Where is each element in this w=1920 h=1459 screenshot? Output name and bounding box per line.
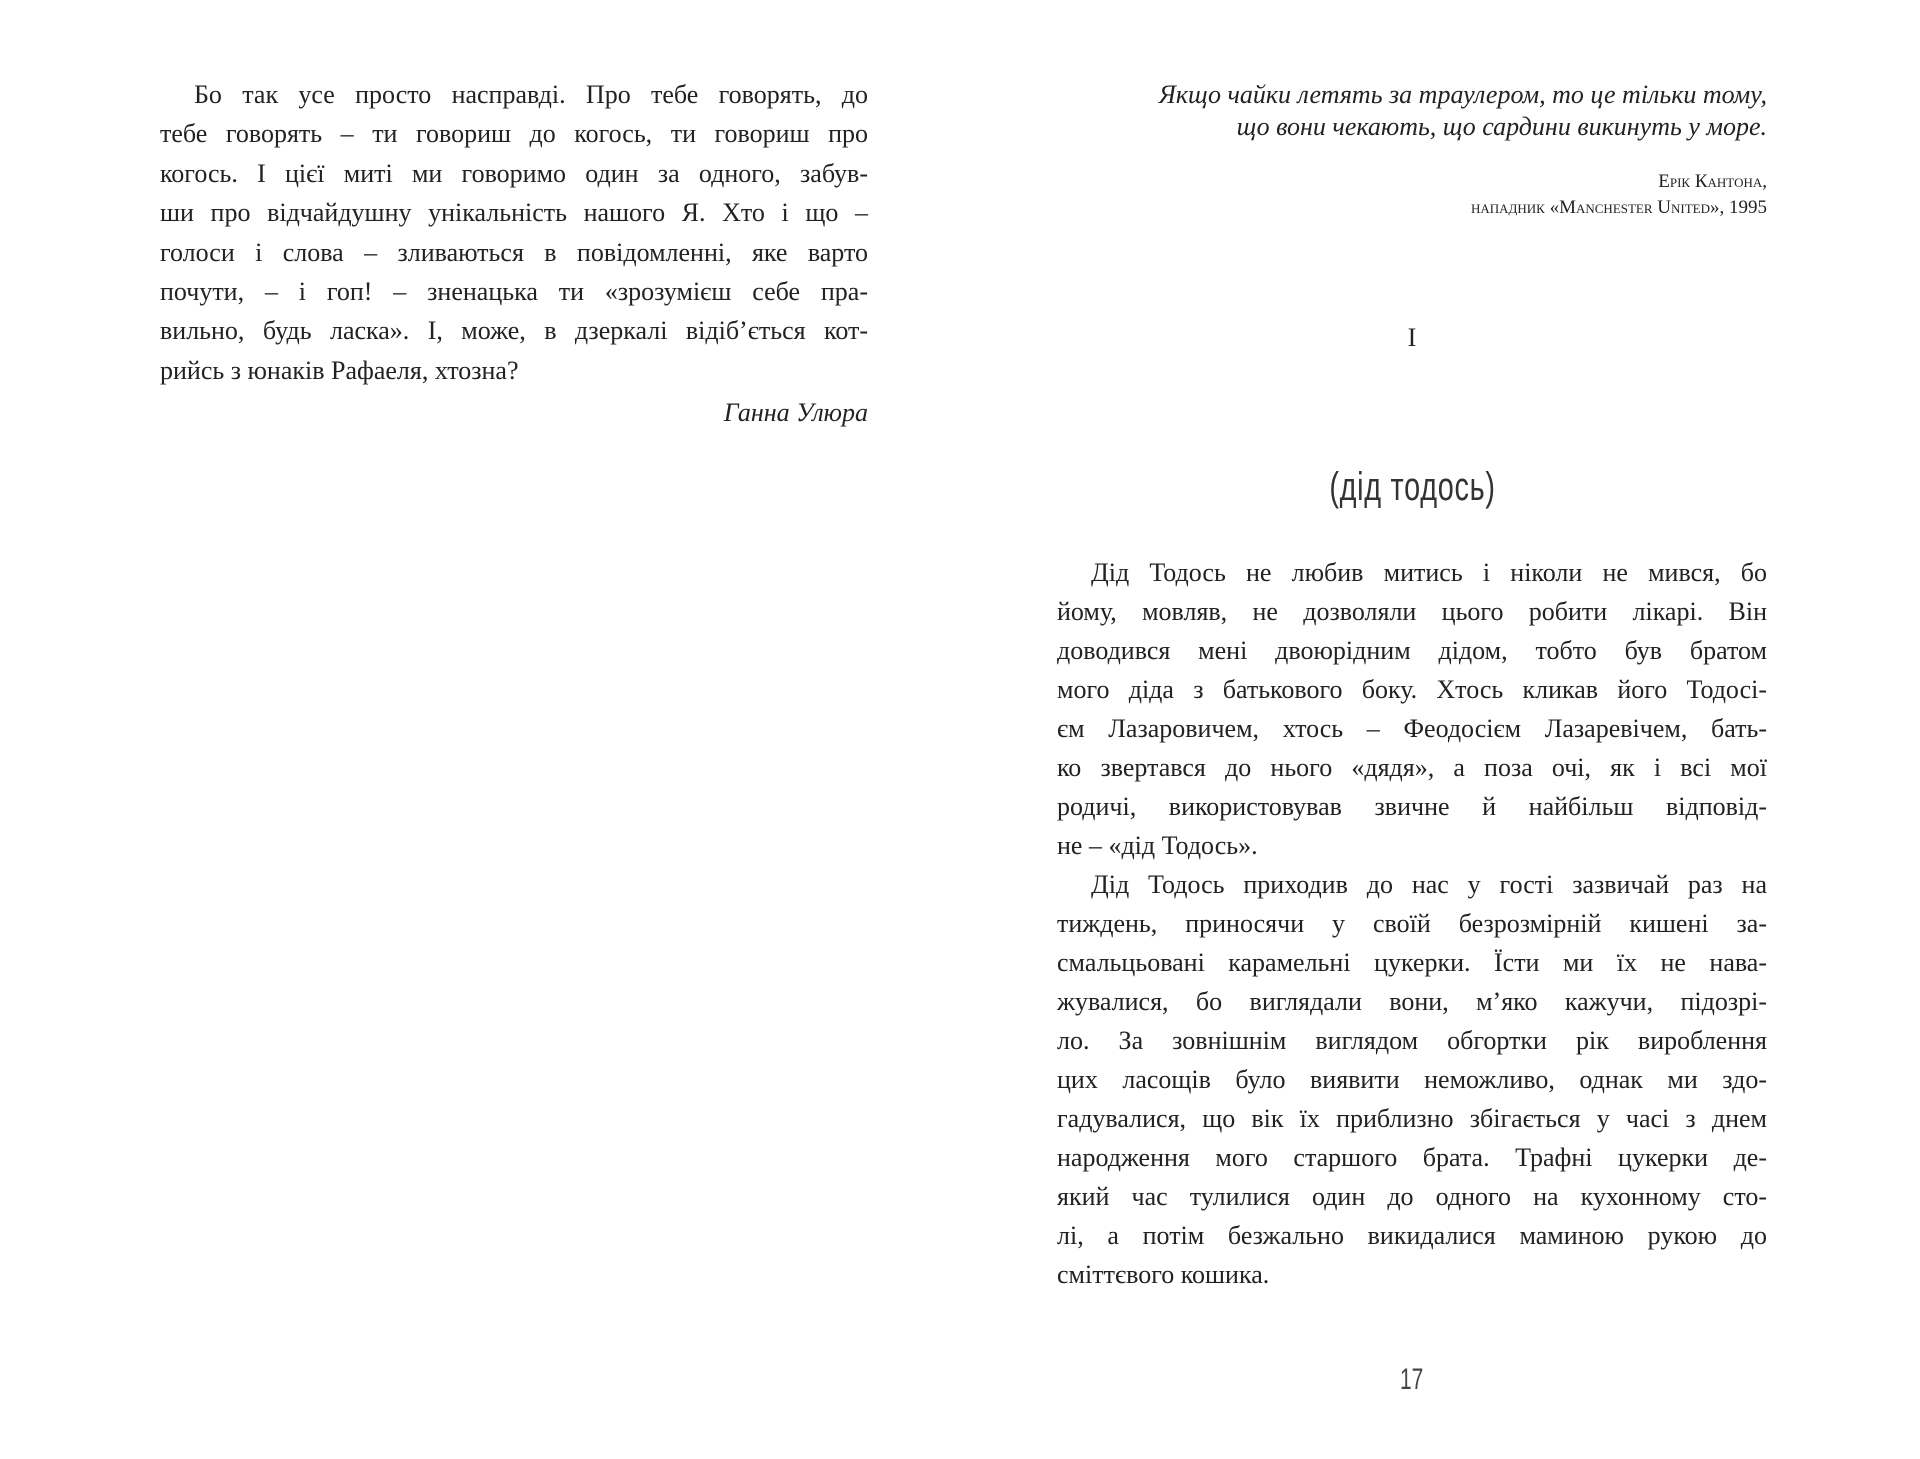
text-line: вильно, будь ласка». І, може, в дзеркалі відіб’ється кот-	[160, 316, 868, 346]
text-line: родичі, використовував звичне й найбільш відповід-	[1057, 792, 1767, 821]
text-line: йому, мовляв, не дозволяли цього робити лікарі. Він	[1057, 597, 1767, 626]
text-line: голоси і слова – зливаються в повідомленні, яке варто	[160, 237, 868, 267]
text-line: Дід Тодось не любив митись і ніколи не мився, бо	[1091, 558, 1767, 587]
text-line: жувалися, бо виглядали вони, м’яко кажучи, підозрі-	[1057, 987, 1767, 1016]
text-line: гадувалися, що вік їх приблизно збігається у часі з днем	[1057, 1104, 1767, 1133]
page-number: 17	[1400, 1363, 1424, 1396]
text-line: сміттєвого кошика.	[1057, 1260, 1270, 1289]
text-line: когось. І цієї миті ми говоримо один за одного, забув-	[160, 158, 868, 188]
text-line: який час тулилися один до одного на кухонному сто-	[1057, 1182, 1767, 1211]
text-line: доводився мені двоюрідним дідом, тобто був братом	[1057, 636, 1767, 665]
text-line: єм Лазаровичем, хтось – Феодосієм Лазаревічем, бать-	[1057, 714, 1767, 743]
text-line: Дід Тодось приходив до нас у гості зазвичай раз на	[1091, 870, 1767, 899]
text-line: тебе говорять – ти говориш до когось, ти говориш про	[160, 119, 868, 149]
text-line: ко звертався до нього «дядя», а поза очі, як і всі мої	[1057, 753, 1767, 782]
text-line: мого діда з батькового боку. Хтось кликав його Тодосі-	[1057, 675, 1767, 704]
text-line: почути, – і гоп! – зненацька ти «зрозумієш себе пра-	[160, 277, 868, 306]
part-number: I	[1407, 323, 1417, 352]
text-line: тиждень, приносячи у своїй безрозмірній кишені за-	[1057, 909, 1767, 938]
epigraph-line: Якщо чайки летять за траулером, то це тільки тому,	[1158, 80, 1767, 109]
epigraph-attribution: нападник «Manchester United», 1995	[1470, 197, 1767, 218]
left-page	[160, 0, 868, 1459]
right-page	[1057, 0, 1767, 1459]
quote-author: Ганна Улюра	[723, 398, 868, 427]
text-line: ло. За зовнішнім виглядом обгортки рік вироблення	[1057, 1026, 1767, 1055]
text-line: народження мого старшого брата. Трафні цукерки де-	[1057, 1143, 1767, 1172]
text-line: цих ласощів було виявити неможливо, однак ми здо-	[1057, 1065, 1767, 1094]
text-line: смальцьовані карамельні цукерки. Їсти ми їх не нава-	[1057, 948, 1767, 977]
text-line: Бо так усе просто насправді. Про тебе говорять, до	[194, 80, 868, 109]
epigraph-line: що вони чекають, що сардини викинуть у море.	[1236, 112, 1767, 141]
text-line: рийсь з юнаків Рафаеля, хтозна?	[160, 355, 519, 385]
text-line: лі, а потім безжально викидалися маминою рукою до	[1057, 1221, 1767, 1250]
epigraph-attribution: Ерік Кантона,	[1658, 171, 1767, 192]
text-line: ши про відчайдушну унікальність нашого Я. Хто і що –	[160, 198, 868, 228]
text-line: не – «дід Тодось».	[1057, 831, 1258, 860]
chapter-title: (дід тодось)	[1328, 465, 1496, 509]
